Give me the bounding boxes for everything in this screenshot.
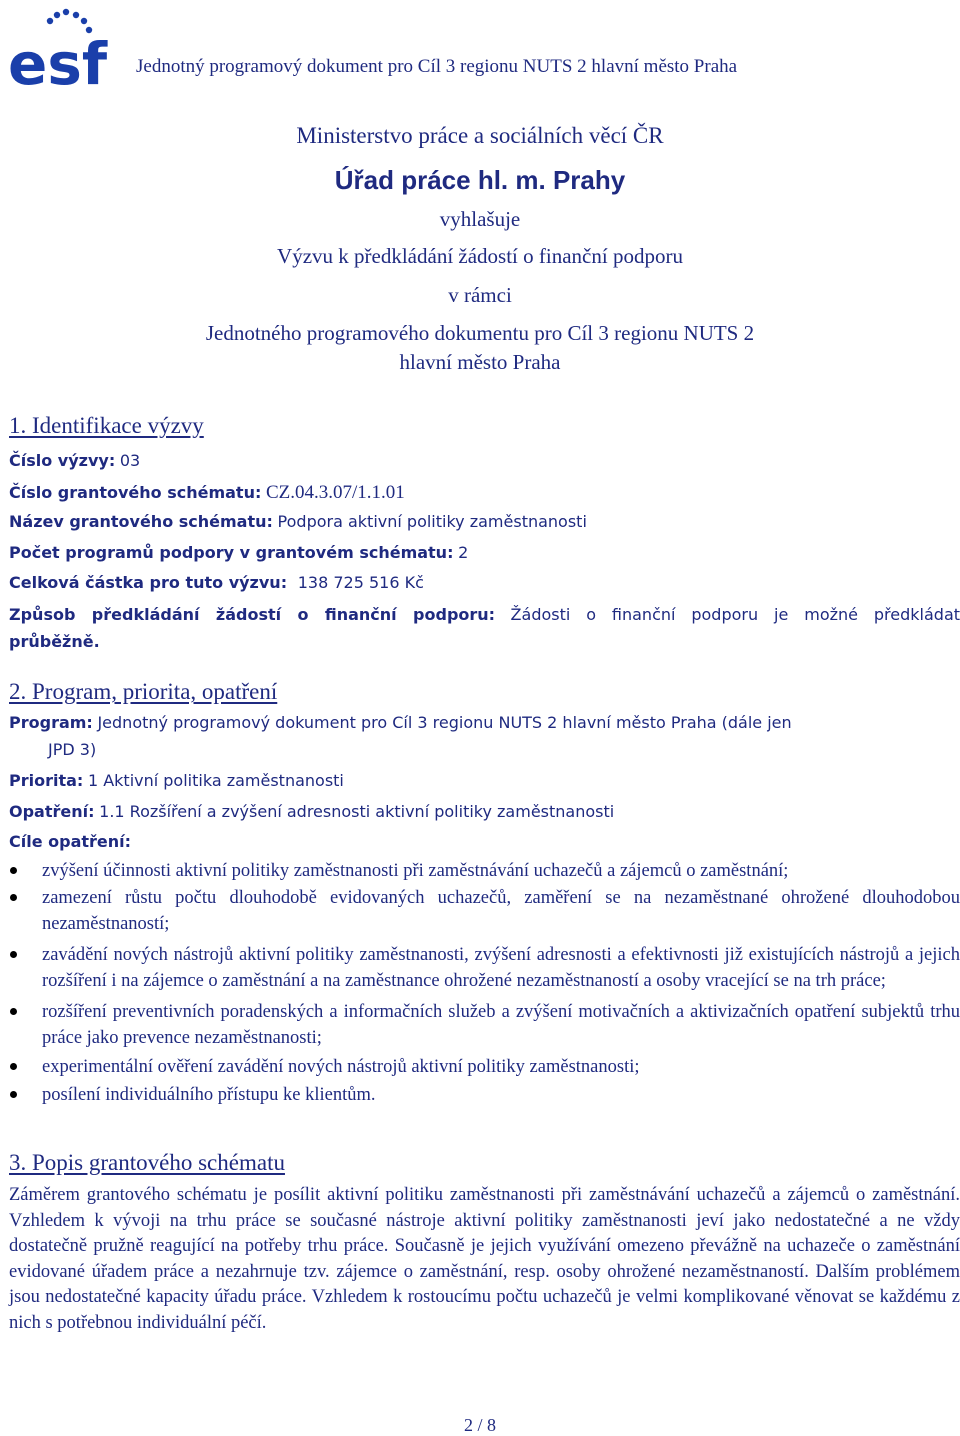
svg-text:esf: esf [8, 30, 108, 90]
program-title-line2: hlavní město Praha [399, 350, 561, 374]
esf-logo [6, 2, 112, 90]
program-row [9, 713, 792, 734]
measure-value: 1.1 Rozšíření a zvýšení adresnosti aktivní politiky zaměstnanosti [99, 802, 615, 821]
measure-label: Opatření: [9, 802, 95, 821]
scheme-number-label: Číslo grantového schématu: [9, 483, 262, 502]
call-number-value: 03 [119, 451, 141, 470]
program-label: Program: [9, 713, 93, 732]
program-value-cont: JPD 3) [48, 740, 97, 759]
list-item: zvýšení účinnosti aktivní politiky zaměstnanosti při zaměstnávání uchazečů a zájemců o zaměstnání; [9, 858, 960, 884]
ministry-name: Ministerstvo práce a sociálních věcí ČR [296, 123, 664, 148]
bullet-icon [10, 894, 17, 901]
page-number: 2 / 8 [463, 1415, 496, 1435]
section1-heading: 1. Identifikace výzvy [9, 413, 204, 438]
bullet-icon [10, 1008, 17, 1015]
goals-row [9, 832, 131, 853]
method-value-cont: průběžně. [9, 632, 100, 651]
scheme-number-value: CZ.04.3.07/1.1.01 [265, 482, 405, 503]
scheme-number-row [9, 482, 405, 504]
program-row-cont [48, 740, 96, 761]
announces-text: vyhlašuje [439, 207, 521, 231]
program-title-line1: Jednotného programového dokumentu pro Cíl 3 regionu NUTS 2 [205, 321, 755, 345]
bullet-icon [10, 951, 17, 958]
bullet-icon [10, 1063, 17, 1070]
amount-row [9, 573, 424, 594]
section2-heading: 2. Program, priorita, opatření [9, 679, 278, 704]
method-value: Žádosti o finanční podporu je možné předkládat [510, 605, 960, 624]
call-number-label: Číslo výzvy: [9, 451, 116, 470]
method-row-cont [9, 632, 100, 653]
goals-list [9, 858, 960, 1108]
office-name: Úřad práce hl. m. Prahy [334, 165, 626, 195]
header-title: Jednotný programový dokument pro Cíl 3 regionu NUTS 2 hlavní město Praha [136, 56, 738, 77]
list-item: rozšíření preventivních poradenských a informačních služeb a zvýšení motivačních a aktivizačních opatření subjektů trhu práce jako prevence nezaměstnanosti; [9, 999, 960, 1051]
program-value: Jednotný programový dokument pro Cíl 3 regionu NUTS 2 hlavní město Praha (dále jen [97, 713, 792, 732]
method-row [9, 605, 960, 626]
programs-count-label: Počet programů podpory v grantovém schématu: [9, 543, 454, 562]
page-header [6, 0, 956, 96]
measure-row [9, 802, 614, 823]
section3-heading: 3. Popis grantového schématu [9, 1150, 285, 1175]
method-label: Způsob předkládání žádostí o finanční podporu: [9, 605, 496, 624]
amount-label: Celková částka pro tuto výzvu: [9, 573, 288, 592]
scheme-name-value: Podpora aktivní politiky zaměstnanosti [277, 512, 587, 531]
bullet-icon [10, 1091, 17, 1098]
programs-count-row [9, 543, 468, 564]
list-item: posílení individuálního přístupu ke klientům. [9, 1082, 960, 1108]
scheme-name-label: Název grantového schématu: [9, 512, 273, 531]
section3-text: Záměrem grantového schématu je posílit aktivní politiku zaměstnanosti při zaměstnávání uchazečů a zájemců o zaměstnání. Vzhledem k vývoji na trhu práce se současné nástroje aktivní politiky zaměstnanosti jeví jako nedostatečné a ne vždy dostatečně pružně reagující na potřeby trhu práce. Současně je jejich využívání omezeno převážně na uchazeče o zaměstnání evidované úřadem práce a nezahrnuje tzv. zájemce o zaměstnání, resp. osoby ohrožené nezaměstnaností. Dalším problémem jsou nedostatečné kapacity úřadu práce. Vzhledem k rostoucímu počtu uchazečů je velmi komplikované věnovat se každému z nich s potřebnou individuální péčí. [9, 1185, 960, 1333]
list-item: zavádění nových nástrojů aktivní politiky zaměstnanosti, zvýšení adresnosti a efektivnosti již existujících nástrojů a jejich rozšíření i na zájemce o zaměstnání a na zaměstnance ohrožené nezaměstnaností a osoby vracející se na trh práce; [9, 942, 960, 994]
priority-value: 1 Aktivní politika zaměstnanosti [87, 771, 344, 790]
programs-count-value: 2 [458, 543, 469, 562]
goals-label: Cíle opatření: [9, 832, 132, 851]
call-title: Výzvu k předkládání žádostí o finanční podporu [277, 244, 683, 268]
priority-row [9, 771, 344, 792]
scheme-name-row [9, 512, 587, 533]
bullet-icon [10, 867, 17, 874]
list-item: zamezení růstu počtu dlouhodobě evidovaných uchazečů, zaměření se na nezaměstnané ohrožené dlouhodobou nezaměstnaností; [9, 885, 960, 937]
amount-value: 138 725 516 Kč [297, 573, 424, 592]
list-item: experimentální ověření zavádění nových nástrojů aktivní politiky zaměstnanosti; [9, 1054, 960, 1080]
within-text: v rámci [448, 283, 512, 307]
call-number-row [9, 451, 140, 472]
priority-label: Priorita: [9, 771, 84, 790]
